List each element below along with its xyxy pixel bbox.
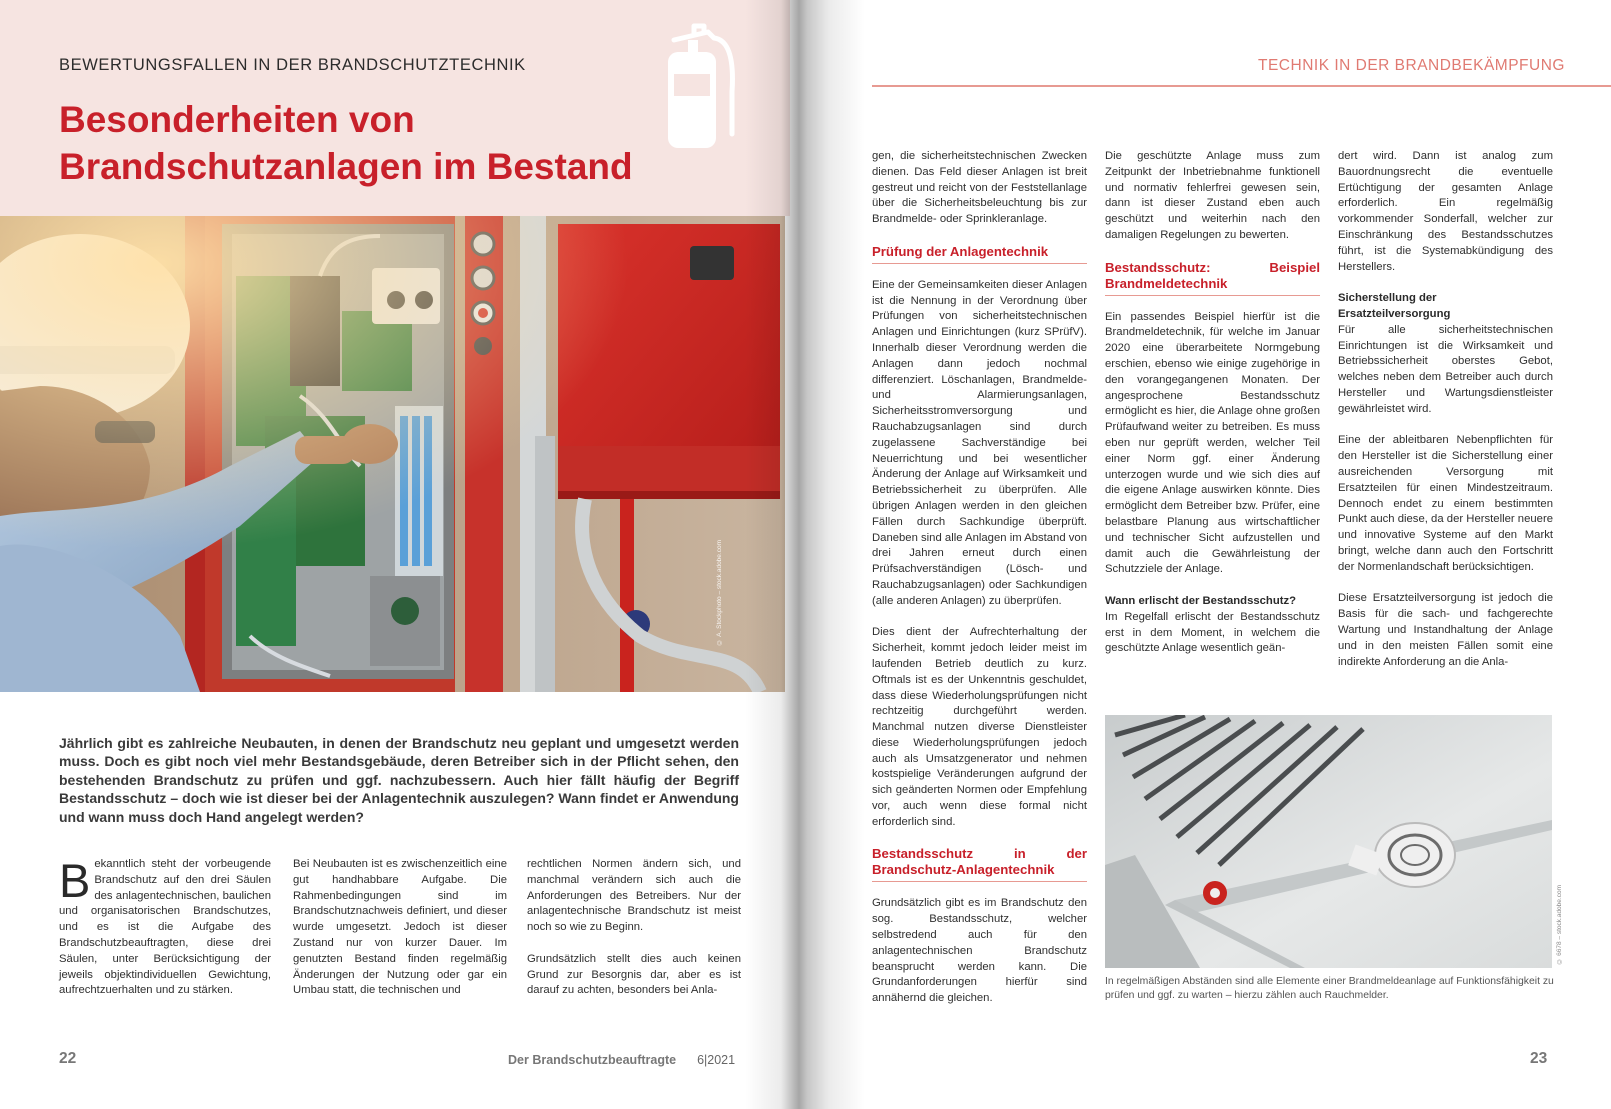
gutter-shadow: [745, 0, 865, 1109]
minihead-erlischt: Wann erlischt der Bestandsschutz?: [1105, 594, 1297, 607]
subhead-bestandsschutz: Bestandsschutz in der Brandschutz-Anlagentechnik: [872, 846, 1087, 882]
body-column-2-text: Bei Neubauten ist es zwischenzeitlich eine gut handhabbare Aufgabe. Die Rahmenbedingungen sind im Brandschutznachweis definiert, und dieser wurde umgesetzt. Jedoch ist dieser Zustand nur von kurzer Dauer. Im genutzten Bestand finden regelmäßig Änderungen der Nutzung oder gar ein Umbau statt, die technischen und: [293, 858, 507, 997]
dropcap: B: [59, 854, 91, 907]
right-col1-p1: gen, die sicherheitstechnischen Zwecken dienen. Das Feld dieser Anlagen ist breit gestreut und reicht von der Feststellanlage über die Sicherheitsbeleuchtung bis zur Brandmelde- oder Sprinkleranlage.: [872, 150, 1087, 226]
minihead-ersatzteil-line2: Ersatzteilversorgung: [1338, 307, 1451, 320]
body-column-3: [527, 857, 741, 1015]
fire-extinguisher-icon: [664, 22, 742, 150]
right-column-3: [1338, 149, 1553, 686]
body-column-2: [293, 857, 507, 999]
headline-line-2: Brandschutzanlagen im Bestand: [59, 146, 633, 187]
right-col1-p3: Dies dient der Aufrechterhaltung der Sicherheit, kommt jedoch leider meist im laufenden Betrieb deutlich zu kurz. Oftmals ist es der Unkenntnis geschuldet, dass diese Wiederholungsprüfungen nicht rechtzeitig durchgeführt werden. Manchmal nutzen diverse Dienstleister diese Wiederholungsprüfungen jedoch auch als Umsatzgenerator und nehmen kostspielige Veränderungen aufgrund der sich geänderten Normen oder Empfehlung vor, auch wenn diese formal nicht erforderlich sind.: [872, 626, 1087, 828]
page-number-left: 22: [59, 1050, 77, 1067]
running-head: TECHNIK IN DER BRANDBEKÄMPFUNG: [1258, 57, 1565, 74]
body-column-3-p2: Grundsätzlich stellt dies auch keinen Grund zur Besorgnis dar, aber es ist darauf zu achten, besonders bei Anla-: [527, 952, 741, 997]
right-column-2: [1105, 149, 1320, 673]
right-col3-p3: Eine der ableitbaren Nebenpflichten für den Hersteller ist die Sicherstellung einer ausreichenden Versorgung mit Ersatzteilen für einen Mindestzeitraum. Dennoch endet zu einem bestimmten Punkt auch diese, da der Hersteller neuere und innovative Systeme auf den Markt bringt, welche dann auch den Fortschritt der Normenlandschaft berücksichtigen.: [1338, 434, 1553, 573]
right-col3-p4: Diese Ersatzteilversorgung ist jedoch die Basis für die sach- und fachgerechte Wartung und Instandhaltung der Anlage und in den meisten Fällen somit eine indirekte Anforderung an die Anla-: [1338, 592, 1553, 668]
body-column-1-text: ekanntlich steht der vorbeugende Brandschutz auf den drei Säulen des anlagentechnischen, baulichen und organisatorischen Brandschutzes, und es ist die Aufgabe des Brandschutzbeauftragten, diese drei Säulen, unter Berücksichtigung der jeweils objektindividuellen Gewichtung, aufrechtzuerhalten und zu stärken.: [59, 858, 271, 997]
right-col3-p2: Für alle sicherheitstechnischen Einrichtungen ist die Wirksamkeit und Betriebssicherheit oberstes Gebot, welches neben dem Betreiber auch durch Hersteller und Wartungsdienstleister gewährleistet wird.: [1338, 323, 1553, 415]
body-column-1: [59, 854, 271, 999]
journal-title: Der Brandschutzbeauftragte: [508, 1053, 677, 1067]
minihead-ersatzteil: [1338, 291, 1553, 323]
journal-issue: 6|2021: [697, 1053, 736, 1067]
page-number-right: 23: [1530, 1050, 1548, 1067]
lead-paragraph: Jährlich gibt es zahlreiche Neubauten, in denen der Brandschutz neu geplant und umgesetzt werden muss. Doch es gibt noch viel mehr Bestandsgebäude, deren Betreiber sich in der Pflicht sehen, den bestehenden Brandschutz zu prüfen und ggf. nachzubessern. Auch hier fällt häufig der Begriff Bestandsschutz – doch wie ist dieser bei der Anlagentechnik auszulegen? Wann findet er Anwendung und wann muss doch Hand angelegt werden?: [59, 735, 739, 825]
body-column-3-p1: rechtlichen Normen ändern sich, und manchmal verändern sich auch die Anforderungen des Betreibers. Nur der anlagentechnische Brandschutz ist meist noch so wie zu Beginn.: [527, 858, 741, 934]
photo-caption: In regelmäßigen Abständen sind alle Elemente einer Brandmeldeanlage auf Funktionsfähigkeit zu prüfen und ggf. zu warten – hierzu zählen auch Rauchmelder.: [1105, 976, 1554, 1002]
page-left: [0, 0, 790, 1109]
right-column-1: [872, 149, 1087, 1023]
right-col2-p1: Die geschützte Anlage muss zum Zeitpunkt der Inbetriebnahme funktionell und normativ fehlerfrei gewesen sein, dann ist dieser Zustand eben auch geschützt und weiterhin nach den damaligen Regelungen zu bewerten.: [1105, 150, 1320, 241]
right-col3-p1: dert wird. Dann ist analog zum Bauordnungsrecht die eventuelle Ertüchtigung der gesamten Anlage erforderlich. Ein regelmäßig vorkommender Sonderfall, welcher zur Einschränkung des Bestandsschutzes führt, ist die Systemabkündigung des Herstellers.: [1338, 150, 1553, 273]
photo-credit-left: © A. Stockphoto – stock.adobe.com: [716, 540, 723, 646]
photo-smoke-detector: [1105, 715, 1552, 968]
right-col2-p3: Im Regelfall erlischt der Bestandsschutz erst in dem Moment, in welchem die geschützte Anlage wesentlich geän-: [1105, 610, 1320, 655]
header-rule: [872, 85, 1611, 87]
minihead-ersatzteil-line1: Sicherstellung der: [1338, 292, 1437, 305]
right-col2-p2: Ein passendes Beispiel hierfür ist die Brandmeldetechnik, für welche im Januar 2020 eine überarbeitete Normgebung erschien, ebenso wie einige zugehörige in den vorangegangenen Monaten. Der angesprochene Bestandsschutz ermöglicht es hier, die Anlage ohne großen Prüfaufwand weiter zu betreiben. Es muss eben nur geprüft werden, welcher Teil einer Norm ggf. einer Änderung unterzogen wurde und wie sich dies auf die eigene Anlage auswirken könnte. Dies ermöglicht dem Betreiber bzw. Prüfer, eine belastbare Planung aus wirtschaftlicher und technischer Sicht aufzustellen und damit auch die Gewährleistung der Schutzziele der Anlage.: [1105, 310, 1320, 576]
photo-credit-right: © 6678 – stock.adobe.com: [1556, 885, 1563, 965]
subhead-pruefung: Prüfung der Anlagentechnik: [872, 244, 1087, 264]
subhead-brandmeldetechnik: Bestandsschutz: Beispiel Brandmeldetechnik: [1105, 260, 1320, 296]
right-col1-p2: Eine der Gemeinsamkeiten dieser Anlagen ist die Nennung in der Verordnung über Prüfungen von sicherheitstechnischen Anlagen und Einrichtungen (kurz SPrüfV). Innerhalb dieser Verordnung werden die Anlagen dann jedoch nochmal differenziert. Löschanlagen, Brandmelde- und Alarmierungsanlagen, Sicherheitsstromversorgung und Rauchabzugsanlagen sind durch zugelassene Sachverständige bei Neuerrichtung und bei wesentlicher Änderung der Anlage auf Wirksamkeit und Betriebssicherheit zu überprüfen. Alle übrigen Anlagen werden in den gleichen Fällen durch Sachkundige überprüft. Daneben sind alle Anlagen im Abstand von drei Jahren erneut durch einen Prüfsachverständigen (Lösch- und Rauchabzugsanlagen) oder Sachkundigen (alle anderen Anlagen) zu überprüfen.: [872, 278, 1087, 607]
kicker: BEWERTUNGSFALLEN IN DER BRANDSCHUTZTECHNIK: [59, 56, 526, 74]
headline: [59, 96, 633, 190]
photo-fire-panel: [0, 216, 785, 692]
right-col1-p4: Grundsätzlich gibt es im Brandschutz den sog. Bestandsschutz, welcher selbstredend auch für den anlagentechnischen Brandschutz beansprucht werden kann. Die Grundanforderungen hierfür sind annähernd die gleichen.: [872, 897, 1087, 1005]
headline-line-1: Besonderheiten von: [59, 99, 415, 140]
journal-footer: [508, 1053, 735, 1067]
